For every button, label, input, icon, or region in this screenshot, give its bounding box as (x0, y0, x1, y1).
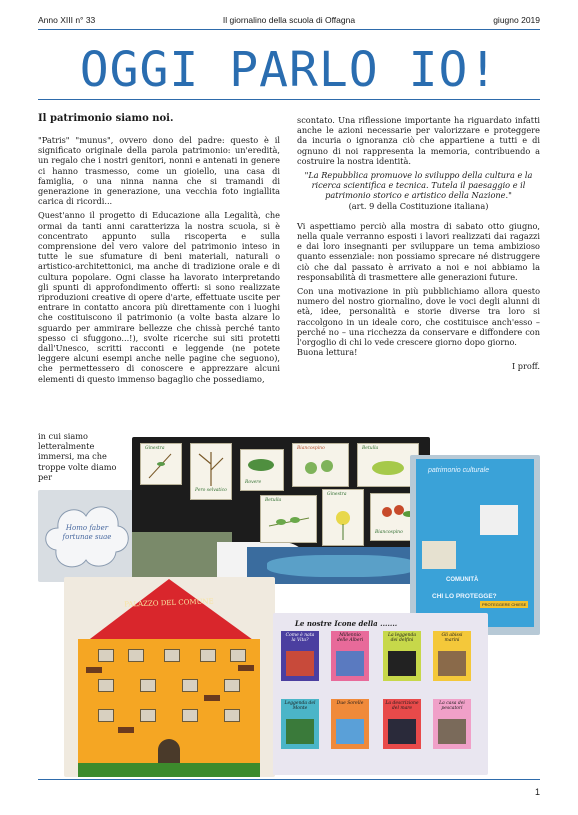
icon-tile: La descrizione del mare (383, 699, 421, 749)
paragraph: Quest'anno il progetto di Educazione alla Legalità, che ormai da tanti anni caratterizza la nostra scuola, si è concentrato appunto sulla riscoperta e sulla comprensione del vero valore del patrimonio inteso in tutte le sue sfumature di beni materiali, naturali o artistico-architettonici, ma anche di tradizione orale e di cultura popolare. Ogni classe ha lavorato interpretando gli spunti di approfondimento offerti: si sono realizzate riproduzioni creative di opere d'arte, effettuate uscite per entrare in contatto ancora più direttamente con i luoghi che costituiscono il patrimonio (a volte basta alzare lo sguardo per ammirare bellezze che chissà perché tanto spesso ci sfuggono...!), svolte ricerche sui siti protetti dall'Unesco, scritti racconti e leggende (ne potete leggere alcuni esempi anche nelle pagine che seguono), che permettessero di conoscere e apprezzare alcuni elementi di questo immenso bagaglio che possediamo, (38, 210, 280, 384)
footer-rule (38, 779, 540, 780)
poster-word: PROTEGGERE CHIESE (482, 602, 527, 607)
leaves-board-photo (132, 437, 430, 584)
masthead-title: OGGI PARLO IO! (79, 42, 499, 98)
town-hall-model-photo (64, 577, 275, 777)
paragraph: Con una motivazione in più pubblichiamo allora questo numero del nostro giornalino, dove le voci degli alunni di età, idee, personalità e storie diverse tra loro si raccolgono in un ideale coro, che costituisce anch'esso – perché no – una ricchezza da conservare e diffondere con l'orgoglio di chi lo vede crescere giorno dopo giorno. (297, 286, 540, 348)
masthead-rule (38, 99, 540, 100)
building-sign: PALAZZO DEL COMUNE (124, 597, 214, 609)
article-left-column (38, 135, 280, 384)
constitution-quote (297, 170, 540, 211)
article-right-column (297, 115, 540, 376)
icons-banner: Le nostre Icone della ....... (295, 619, 398, 628)
quote-source: (art. 9 della Costituzione italiana) (348, 200, 489, 211)
roof-shape (64, 577, 275, 647)
article-left-column-tail: in cui siamo letteralmente immersi, ma che troppe volte diamo per (38, 431, 117, 482)
icon-tile: La leggenda dei delfini (383, 631, 421, 681)
publication-name: Il giornalino della scuola di Offagna (222, 15, 356, 25)
leaf-card: Ginestra (322, 489, 364, 546)
icon-tile: Gli abissi marini (433, 631, 471, 681)
page-number: 1 (534, 787, 540, 797)
paragraph: scontato. Una riflessione importante ha riguardato infatti anche le azioni necessarie per valorizzare e proteggere da incuria o ignoranza ciò che appartiene a tutti e di ognuno di noi rappresenta la memoria, contribuendo a costruire la nostra identità. (297, 115, 540, 166)
leaf-card: Biancospino (292, 443, 349, 487)
header-rule (38, 29, 540, 30)
article-title: Il patrimonio siamo noi. (38, 113, 174, 124)
cloud-text-line-1: Homo faber (65, 524, 109, 532)
leaf-card: Biancospino (370, 493, 424, 541)
cloud-poster-photo (38, 490, 133, 582)
issue-number: Anno XIII n° 33 (38, 15, 96, 25)
icon-tile: Millennio delle Alberi (331, 631, 369, 681)
leaf-card: Pero selvatico (190, 443, 232, 500)
poster-word: CHI LO PROTEGGE? (432, 593, 497, 600)
icon-tile: Come è nata la Vita? (281, 631, 319, 681)
leaf-card: Rovere (240, 449, 284, 491)
quote-text: "La Repubblica promuove lo sviluppo della cultura e la ricerca scientifica e tecnica. Tutela il paesaggio e il patrimonio storico e artistico della Nazione." (304, 170, 533, 201)
poster-word: patrimonio culturale (428, 467, 490, 474)
leaf-card: Ginestra (140, 443, 182, 485)
paragraph: "Patris" "munus", ovvero dono del padre: questo è il significato originale della parola patrimonio: un'eredità, un regalo che i nostri genitori, nonni e antenati in genere ci hanno trasmesso, come un gioiello, una casa di famiglia, o una ninna nanna che si tramandi di generazione in generazione, una vecchia foto ingiallita carica di ricordi... (38, 135, 280, 207)
icons-poster-photo (273, 613, 488, 775)
leaf-card: Betulla (260, 495, 317, 543)
cloud-text-line-2: fortunae suae (62, 533, 112, 541)
icon-tile: Leggenda del Monte (281, 699, 319, 749)
icon-tile: La casa dei pescatori (433, 699, 471, 749)
signature: I proff. (511, 361, 540, 372)
closing-line: Buona lettura! (297, 347, 358, 358)
issue-date: giugno 2019 (493, 15, 540, 25)
poster-word: COMUNITÀ (446, 577, 479, 583)
leaf-card: Betulla (357, 443, 419, 487)
paragraph: Vi aspettiamo perciò alla mostra di sabato otto giugno, nella quale verranno esposti i lavori realizzati dai ragazzi e dai loro insegnanti per sviluppare un tema ambizioso quanto essenziale: non possiamo sprecare né distruggere ciò che dal passato è arrivato a noi e noi abbiamo la responsabilità di trasmettere alle generazioni future. (297, 220, 540, 282)
heritage-poster-photo (410, 455, 540, 635)
icon-tile: Due Sorelle (331, 699, 369, 749)
